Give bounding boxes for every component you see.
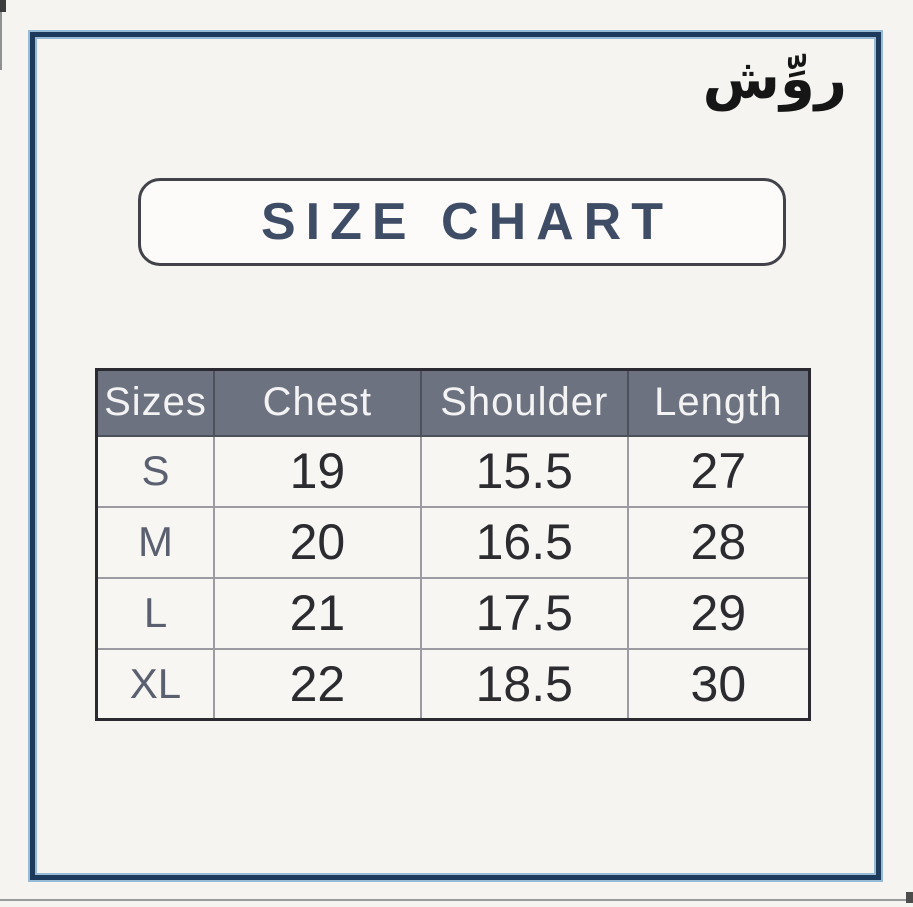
size-label-cell: XL [97, 649, 214, 720]
column-header-sizes: Sizes [97, 370, 214, 436]
chest-value-cell: 19 [214, 436, 421, 507]
column-header-shoulder: Shoulder [421, 370, 628, 436]
column-header-length: Length [628, 370, 810, 436]
chest-value-cell: 20 [214, 507, 421, 578]
table-row-m [97, 507, 810, 578]
size-label-cell: M [97, 507, 214, 578]
table-row-xl [97, 649, 810, 720]
size-label-cell: L [97, 578, 214, 649]
table-header-row [97, 370, 810, 436]
brand-logo: روِّش [702, 47, 847, 112]
shoulder-value-cell: 15.5 [421, 436, 628, 507]
chest-value-cell: 21 [214, 578, 421, 649]
table-row-s [97, 436, 810, 507]
size-chart-table [95, 368, 811, 721]
size-chart-title: SIZE CHART [261, 193, 673, 251]
screen-edge-artifact-bottom-right [906, 892, 913, 903]
length-value-cell: 27 [628, 436, 810, 507]
table-row-l [97, 578, 810, 649]
column-header-chest: Chest [214, 370, 421, 436]
chest-value-cell: 22 [214, 649, 421, 720]
shoulder-value-cell: 16.5 [421, 507, 628, 578]
length-value-cell: 28 [628, 507, 810, 578]
shoulder-value-cell: 18.5 [421, 649, 628, 720]
screen-edge-artifact-bottom-line [0, 899, 913, 901]
length-value-cell: 30 [628, 649, 810, 720]
shoulder-value-cell: 17.5 [421, 578, 628, 649]
size-chart-title-box [138, 178, 786, 266]
screen-edge-artifact-corner [0, 0, 6, 12]
size-label-cell: S [97, 436, 214, 507]
length-value-cell: 29 [628, 578, 810, 649]
